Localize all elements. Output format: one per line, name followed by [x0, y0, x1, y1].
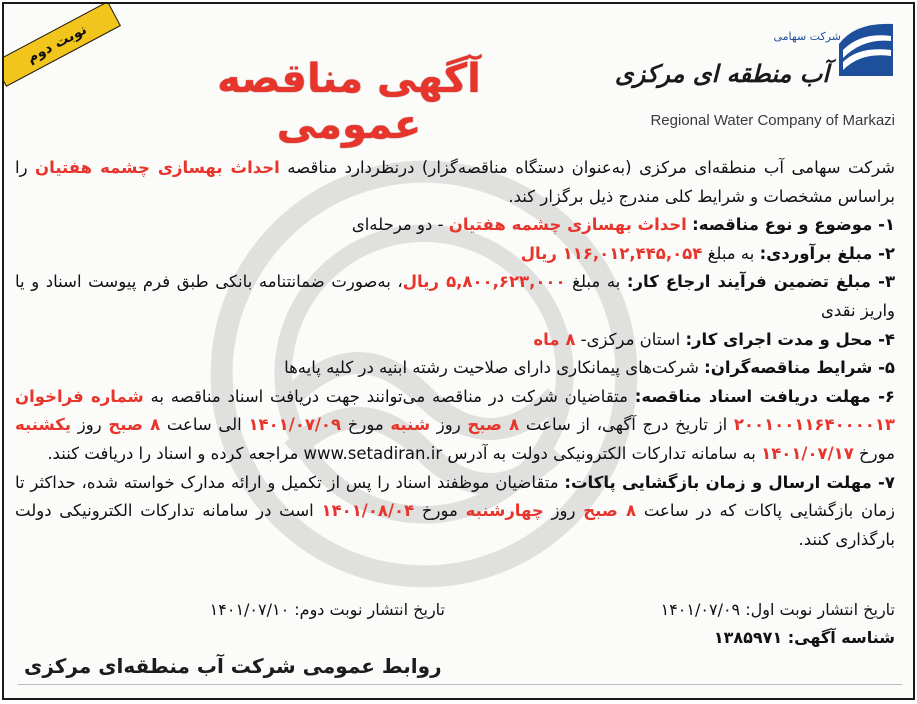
first-publish-date: تاریخ انتشار نوبت اول: ۱۴۰۱/۰۷/۰۹	[660, 600, 895, 619]
item-conditions: ۵- شرایط مناقصه‌گران: شرکت‌های پیمانکاری دارای صلاحیت رشته ابنیه در کلیه پایه‌ها	[284, 358, 895, 378]
badge-label: نوبت دوم	[24, 21, 90, 67]
footer-divider	[18, 684, 902, 685]
ad-id: شناسه آگهی: ۱۳۸۵۹۷۱	[713, 628, 895, 647]
item-location: ۴- محل و مدت اجرای کار: استان مرکزی- ۸ ماه	[533, 329, 895, 349]
call-number: شماره فراخوان ۲۰۰۱۰۰۱۱۶۴۰۰۰۰۱۳	[15, 386, 895, 435]
notice-title: آگهی مناقصه عمومی	[217, 56, 481, 148]
water-wave-logo-icon	[835, 18, 897, 80]
item-subject: ۱- موضوع و نوع مناقصه: احداث بهسازی چشمه هفتیان - دو مرحله‌ای	[351, 215, 895, 235]
company-logo	[581, 14, 901, 144]
item-submission: ۷- مهلت ارسال و زمان بازگشایی پاکات: متقاضیان موظفند اسناد را پس از تکمیل و ارائه مدارک خواسته شده، حداکثر تا زمان بازگشایی پاکات که در ساعت ۸ صبح روز چهارشنبه مورخ ۱۴۰۱/۰۸/۰۴ است در سامانه تدارکات الکترونیکی دولت بارگذاری کنند.	[15, 472, 895, 549]
item-guarantee: ۳- مبلغ تضمین فرآیند ارجاع کار: به مبلغ ۵,۸۰۰,۶۲۳,۰۰۰ ریال، به‌صورت ضمانتنامه بانکی طبق فرم پیوست اسناد و یا واریز نقدی	[15, 272, 896, 320]
item-estimate: ۲- مبلغ برآوردی: به مبلغ ۱۱۶,۰۱۲,۴۴۵,۰۵۴ ریال	[520, 243, 895, 263]
header	[4, 4, 913, 154]
item-documents: ۶- مهلت دریافت اسناد مناقصه: متقاضیان شرکت در مناقصه می‌توانند جهت دریافت اسناد مناقصه به شماره فراخوان ۲۰۰۱۰۰۱۱۶۴۰۰۰۰۱۳ از تاریخ درج آگهی، از ساعت ۸ صبح روز شنبه مورخ ۱۴۰۱/۰۷/۰۹ الی ساعت ۸ صبح روز یکشنبه مورخ ۱۴۰۱/۰۷/۱۷ به سامانه تدارکات الکترونیکی دولت به آدرس www.setadiran.ir مراجعه کرده و اسناد را دریافت کنند.	[15, 386, 895, 463]
second-round-badge	[2, 2, 121, 87]
publish-dates	[15, 600, 895, 619]
intro-paragraph: شرکت سهامی آب منطقه‌ای مرکزی (به‌عنوان دستگاه مناقصه‌گزار) درنظردارد مناقصه احداث بهسازی چشمه هفتیان را براساس مشخصات و شرایط کلی مندرج ذیل برگزار کند.	[15, 158, 895, 206]
logo-english-name: Regional Water Company of Markazi	[650, 112, 895, 129]
tender-notice	[2, 2, 915, 700]
project-name: احداث بهسازی چشمه هفتیان	[35, 158, 280, 177]
notice-body	[15, 154, 895, 554]
public-relations-signature: روابط عمومی شرکت آب منطقه‌ای مرکزی	[24, 654, 442, 678]
second-publish-date: تاریخ انتشار نوبت دوم: ۱۴۰۱/۰۷/۱۰	[209, 600, 445, 619]
logo-company-name: آب منطقه ای مرکزی	[614, 60, 829, 88]
logo-company-type: شرکت سهامی	[773, 30, 841, 43]
